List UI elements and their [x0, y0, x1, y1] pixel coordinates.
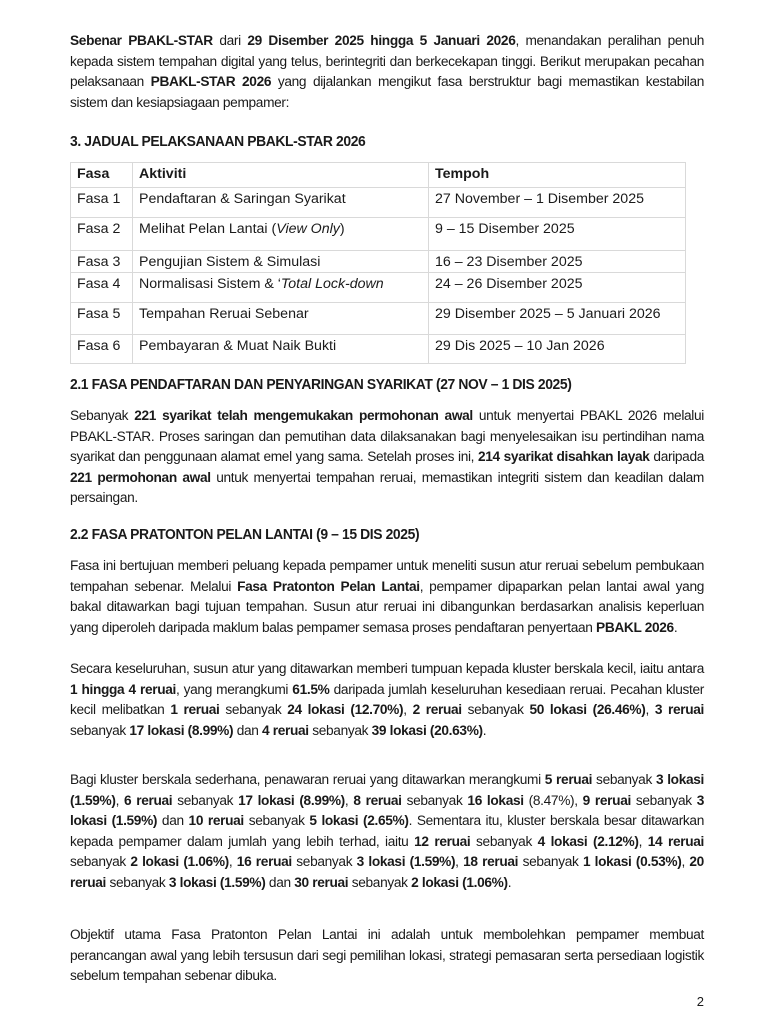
cell-tempoh: 24 – 26 Disember 2025 [429, 273, 686, 303]
aktiviti-text: Normalisasi Sistem & ‘ [139, 276, 281, 292]
text-run: Secara keseluruhan, susun atur yang ditawarkan memberi tumpuan kepada kluster berskala kecil, iaitu antara [70, 661, 705, 677]
text-run: , yang merangkumi [175, 681, 293, 698]
aktiviti-italic-text: Total Lock-down [280, 276, 384, 292]
text-run: . [482, 722, 487, 739]
bold-text: PBAKL-STAR 2026 [150, 74, 272, 91]
cell-fasa: Fasa 4 [71, 273, 133, 303]
cell-fasa: Fasa 3 [71, 251, 133, 273]
column-header-tempoh: Tempoh [429, 163, 686, 188]
bold-text: 5 reruai [544, 772, 593, 788]
text-run: sebanyak [172, 792, 239, 809]
bold-text: 39 lokasi (20.63%) [371, 722, 483, 739]
cell-aktiviti [133, 188, 429, 218]
text-run: sebanyak [70, 854, 131, 871]
table-row [71, 303, 686, 335]
text-run: , [228, 854, 237, 871]
bold-text: 29 Disember 2025 hingga 5 Januari 2026 [247, 33, 516, 49]
text-run: Sebanyak [70, 408, 135, 424]
section-2-2-paragraph-3 [70, 770, 704, 894]
cell-tempoh: 29 Dis 2025 – 10 Jan 2026 [429, 335, 686, 364]
text-run: , [344, 792, 354, 809]
table-row [71, 335, 686, 364]
bold-text: 18 reruai [463, 854, 519, 871]
bold-text: PBAKL 2026 [596, 619, 674, 636]
bold-text: 6 reruai [124, 792, 173, 809]
text-run: sebanyak [630, 792, 697, 809]
bold-text: 3 reruai [654, 702, 705, 719]
bold-text: 4 lokasi (2.12%) [537, 833, 639, 850]
bold-text: 10 reruai [188, 813, 244, 830]
text-run: , [403, 702, 413, 719]
text-run: untuk menyertai PBAKL 2026 melalui PBAKL-STAR. Proses saringan dan pemutihan data dilaksanakan bagi menyelesaikan isu pertindihan nama syarikat dan penggunaan alamat emel yang sama. Setelah proses ini, [70, 408, 705, 466]
text-run: Objektif utama Fasa Pratonton Pelan Lantai ini adalah untuk membolehkan pempamer membuat perancangan awal yang lebih tersusun dari segi pemilihan lokasi, strategi pemasaran serta persediaan logistik sebelum tempahan sebenar dibuka. [70, 927, 705, 985]
page-number: 2 [696, 994, 704, 1009]
bold-text: 221 permohonan awal [70, 469, 211, 486]
text-run: sebanyak [348, 874, 412, 891]
aktiviti-text: Tempahan Reruai Sebenar [139, 306, 309, 322]
section-2-2-heading: 2.2 FASA PRATONTON PELAN LANTAI (9 – 15 DIS 2025) [70, 527, 420, 543]
schedule-table [70, 162, 686, 364]
text-run: , [638, 833, 648, 850]
bold-text: 5 lokasi (2.65%) [309, 813, 409, 830]
bold-text: 16 reruai [236, 854, 292, 871]
section-2-2-paragraph-4 [70, 925, 704, 987]
text-run: . Sementara itu, kluster berskala besar ditawarkan kepada pempamer dalam jumlah yang lebih terhad, iaitu [70, 813, 704, 850]
cell-aktiviti [133, 251, 429, 273]
text-run: dan [233, 722, 263, 739]
bold-text: 17 lokasi (8.99%) [238, 792, 345, 809]
text-run: sebanyak [518, 854, 583, 871]
text-run: dari [212, 33, 248, 49]
bold-text: 1 hingga 4 reruai [70, 681, 176, 698]
bold-text: 17 lokasi [129, 722, 185, 739]
bold-text: 50 lokasi (26.46%) [529, 702, 646, 719]
cell-fasa: Fasa 1 [71, 188, 133, 218]
column-header-aktiviti: Aktiviti [133, 163, 429, 188]
cell-fasa: Fasa 6 [71, 335, 133, 364]
bold-text: 20 reruai [70, 854, 704, 891]
bold-text: 61.5% [292, 681, 330, 698]
aktiviti-text: Pembayaran & Muat Naik Bukti [139, 338, 337, 354]
text-run: (8.47%), [523, 792, 583, 809]
text-run: sebanyak [219, 702, 288, 719]
bold-text: 9 reruai [582, 792, 631, 809]
section-2-1-heading: 2.1 FASA PENDAFTARAN DAN PENYARINGAN SYARIKAT (27 NOV – 1 DIS 2025) [70, 377, 572, 393]
text-run: daripada jumlah keseluruhan kesediaan reruai. Pecahan kluster kecil melibatkan [70, 681, 705, 719]
section-2-1-paragraph [70, 406, 704, 509]
text-run: Fasa ini bertujuan memberi peluang kepada pempamer untuk meneliti susun atur reruai sebelum pembukaan tempahan sebenar. Melalui [70, 558, 705, 595]
cell-fasa: Fasa 2 [71, 218, 133, 251]
bold-text: 14 reruai [647, 833, 705, 850]
bold-text: Fasa Pratonton Pelan Lantai [237, 578, 420, 595]
bold-text: 214 syarikat disahkan layak [477, 449, 650, 466]
table-row [71, 218, 686, 251]
bold-text: 16 lokasi [467, 792, 524, 809]
text-run: , pempamer dipaparkan pelan lantai awal yang bakal ditawarkan bagi tujuan tempahan. Susun atur reruai ini dibangunkan berdasarkan analisis keperluan yang diperoleh daripada maklum balas pempamer semasa proses pendaftaran penyertaan [70, 578, 705, 636]
bold-text: 3 lokasi (1.59%) [70, 792, 705, 830]
bold-text: 2 lokasi (1.06%) [411, 874, 508, 891]
text-run: sebanyak [592, 772, 656, 788]
text-run: . [507, 874, 512, 891]
text-run: sebanyak [70, 722, 130, 739]
text-run: . [673, 619, 678, 636]
aktiviti-text: Pengujian Sistem & Simulasi [139, 254, 321, 270]
bold-text: (8.99%) [187, 722, 234, 739]
section-2-2-paragraph-2 [70, 659, 704, 741]
bold-text: 2 reruai [412, 702, 462, 719]
cell-tempoh: 9 – 15 Disember 2025 [429, 218, 686, 251]
text-run: sebanyak [291, 854, 357, 871]
aktiviti-italic-text: View Only [276, 221, 340, 237]
intro-paragraph [70, 31, 704, 113]
text-run: yang dijalankan mengikut fasa berstruktur bagi memastikan kestabilan sistem dan kesiapsiagaan pempamer: [70, 74, 705, 111]
bold-text: 30 reruai [294, 874, 349, 891]
bold-text: 3 lokasi (1.59%) [168, 874, 266, 891]
schedule-heading: 3. JADUAL PELAKSANAAN PBAKL-STAR 2026 [70, 134, 366, 150]
bold-text: 4 reruai [262, 722, 309, 739]
bold-text: 3 lokasi (1.59%) [70, 772, 705, 809]
bold-text: 221 syarikat telah mengemukakan permohonan awal [134, 408, 473, 424]
cell-fasa: Fasa 5 [71, 303, 133, 335]
table-row [71, 273, 686, 303]
text-run: dan [265, 874, 295, 891]
text-run: sebanyak [106, 874, 169, 891]
text-run: untuk menyertai tempahan reruai, memastikan integriti sistem dan keadilan dalam persaingan. [70, 469, 705, 507]
aktiviti-text: Melihat Pelan Lantai ( [139, 221, 277, 237]
cell-aktiviti [133, 303, 429, 335]
cell-aktiviti [133, 335, 429, 364]
cell-aktiviti [133, 273, 429, 303]
table-row [71, 251, 686, 273]
text-run: , [115, 792, 125, 809]
text-run: , [455, 854, 464, 871]
bold-text: 8 reruai [353, 792, 402, 809]
text-run: daripada [649, 449, 705, 466]
column-header-fasa: Fasa [71, 163, 133, 188]
table-header-row [71, 163, 686, 188]
text-run: sebanyak [461, 702, 530, 719]
text-run: , menandakan peralihan penuh kepada sistem tempahan digital yang telus, berintegriti dan berkecekapan tinggi. Berikut merupakan pecahan pelaksanaan [70, 33, 705, 91]
text-run: Bagi kluster berskala sederhana, penawaran reruai yang ditawarkan merangkumi [70, 772, 545, 788]
aktiviti-text: Pendaftaran & Saringan Syarikat [139, 191, 346, 207]
cell-tempoh: 16 – 23 Disember 2025 [429, 251, 686, 273]
bold-text: 1 lokasi (0.53%) [582, 854, 682, 871]
text-run: sebanyak [243, 813, 310, 830]
text-run: sebanyak [401, 792, 468, 809]
cell-aktiviti [133, 218, 429, 251]
bold-text: 12 reruai [414, 833, 471, 850]
text-run: , [645, 702, 655, 719]
bold-text: Sebenar PBAKL-STAR [70, 33, 213, 49]
cell-tempoh: 29 Disember 2025 – 5 Januari 2026 [429, 303, 686, 335]
bold-text: 3 lokasi (1.59%) [356, 854, 456, 871]
bold-text: 2 lokasi (1.06%) [130, 854, 229, 871]
text-run: sebanyak [470, 833, 538, 850]
section-2-2-paragraph-1 [70, 556, 704, 638]
text-run: , [681, 854, 690, 871]
aktiviti-suffix-text: ) [339, 221, 345, 237]
table-row [71, 188, 686, 218]
bold-text: 24 lokasi (12.70%) [287, 702, 404, 719]
text-run: dan [157, 813, 189, 830]
bold-text: 1 reruai [170, 702, 220, 719]
cell-tempoh: 27 November – 1 Disember 2025 [429, 188, 686, 218]
text-run: sebanyak [308, 722, 372, 739]
